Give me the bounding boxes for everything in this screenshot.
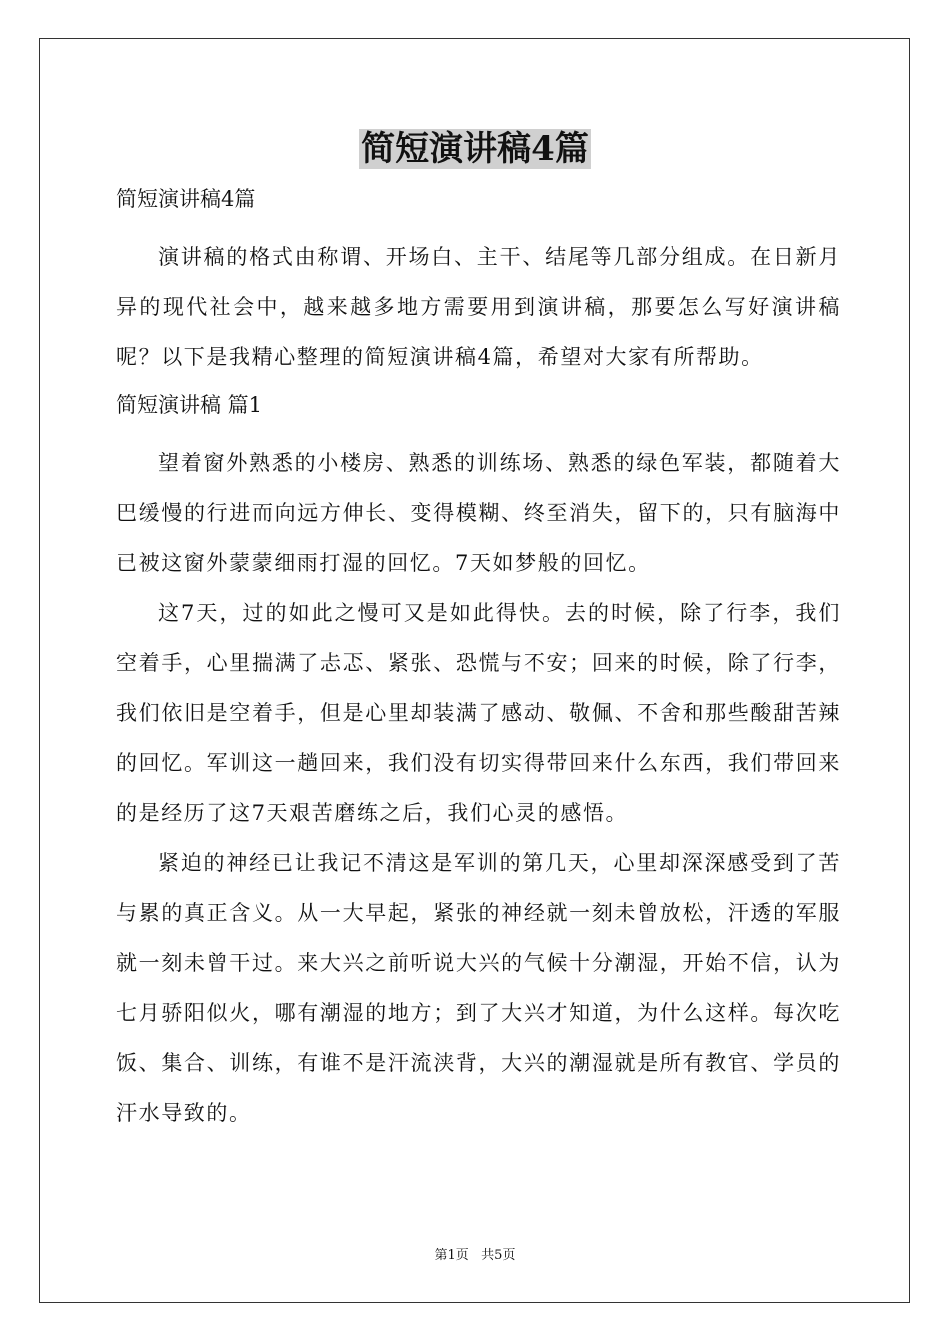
intro-paragraph: 演讲稿的格式由称谓、开场白、主干、结尾等几部分组成。在日新月异的现代社会中，越来越多地方需要用到演讲稿，那要怎么写好演讲稿呢？以下是我精心整理的简短演讲稿4篇，希望对大家有所帮助。 — [116, 245, 841, 369]
document-title-text: 简短演讲稿4篇 — [361, 129, 589, 169]
document-title — [0, 126, 950, 172]
intro-heading: 简短演讲稿4篇 — [116, 187, 256, 211]
section-1-paragraph-3: 紧迫的神经已让我记不清这是军训的第几天，心里却深深感受到了苦与累的真正含义。从一大早起，紧张的神经就一刻未曾放松，汗透的军服就一刻未曾干过。来大兴之前听说大兴的气候十分潮湿，开始不信，认为七月骄阳似火，哪有潮湿的地方；到了大兴才知道，为什么这样。每次吃饭、集合、训练，有谁不是汗流浃背，大兴的潮湿就是所有教官、学员的汗水导致的。 — [116, 851, 841, 1125]
section-1-paragraph-2: 这7天，过的如此之慢可又是如此得快。去的时候，除了行李，我们空着手，心里揣满了忐忑、紧张、恐慌与不安；回来的时候，除了行李，我们依旧是空着手，但是心里却装满了感动、敬佩、不舍和那些酸甜苦辣的回忆。军训这一趟回来，我们没有切实得带回来什么东西，我们带回来的是经历了这7天艰苦磨练之后，我们心灵的感悟。 — [116, 601, 841, 825]
section-1-heading: 简短演讲稿 篇1 — [116, 393, 263, 417]
document-body — [116, 180, 841, 1138]
page-footer: 第1页 共5页 — [434, 1248, 516, 1263]
section-1-paragraph-1: 望着窗外熟悉的小楼房、熟悉的训练场、熟悉的绿色军装，都随着大巴缓慢的行进而向远方伸长、变得模糊、终至消失，留下的，只有脑海中已被这窗外蒙蒙细雨打湿的回忆。7天如梦般的回忆。 — [116, 451, 841, 575]
